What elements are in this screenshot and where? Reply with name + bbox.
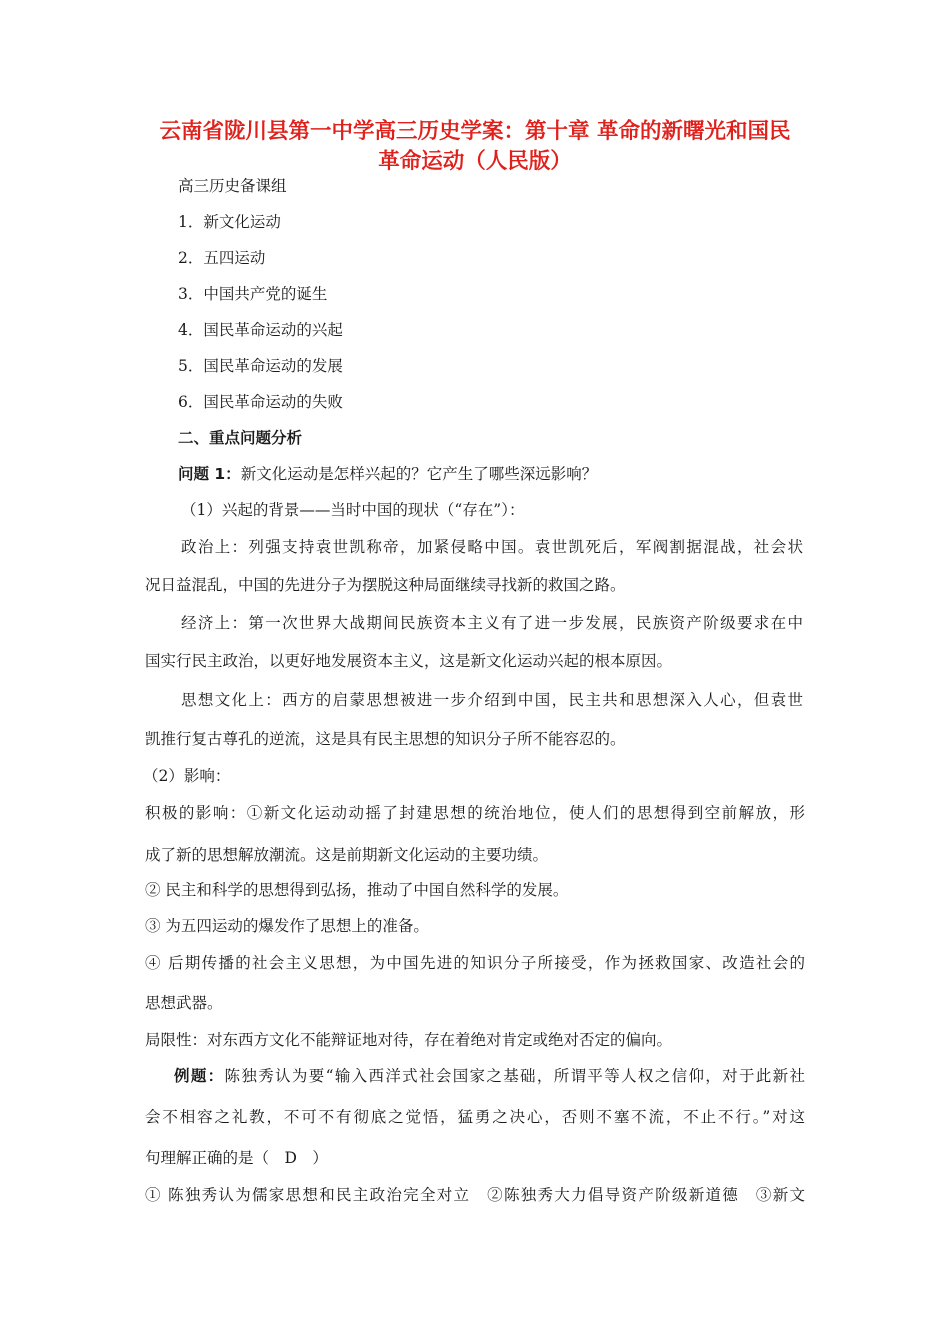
document-title-line2: 革命运动（人民版） <box>378 149 572 174</box>
outline-item-1: 1．新文化运动 <box>178 213 281 231</box>
economy-line-1: 经济上：第一次世界大战期间民族资本主义有了进一步发展，民族资产阶级要求在中 <box>181 614 803 632</box>
example-line-2: 会不相容之礼教，不可不有彻底之觉悟，猛勇之决心，否则不塞不流，不止不行。”对这 <box>145 1108 805 1126</box>
influence-positive-line-1: 积极的影响：①新文化运动动摇了封建思想的统治地位，使人们的思想得到空前解放，形 <box>145 804 805 822</box>
question-label: 问题 1： <box>178 465 241 483</box>
example-text-1: 陈独秀认为要“输入西洋式社会国家之基础，所谓平等人权之信仰，对于此新社 <box>224 1067 805 1085</box>
document-title <box>120 117 830 177</box>
example-options-line: ① 陈独秀认为儒家思想和民主政治完全对立 ②陈独秀大力倡导资产阶级新道德 ③新文 <box>145 1186 805 1204</box>
author-line: 高三历史备课组 <box>178 177 287 195</box>
influence-heading: （2）影响： <box>143 767 231 785</box>
question-1 <box>178 463 843 485</box>
limitation-line: 局限性：对东西方文化不能辩证地对待，存在着绝对肯定或绝对否定的偏向。 <box>145 1031 673 1049</box>
culture-line-1: 思想文化上：西方的启蒙思想被进一步介绍到中国，民主共和思想深入人心，但袁世 <box>181 691 803 709</box>
influence-positive-line-2: 成了新的思想解放潮流。这是前期新文化运动的主要功绩。 <box>145 846 549 864</box>
influence-item-4-line-2: 思想武器。 <box>145 994 223 1012</box>
outline-item-3: 3．中国共产党的诞生 <box>178 285 328 303</box>
politics-line-2: 况日益混乱，中国的先进分子为摆脱这种局面继续寻找新的救国之路。 <box>145 576 626 594</box>
background-heading: （1）兴起的背景——当时中国的现状（“存在”）： <box>181 501 525 519</box>
influence-item-4-line-1: ④ 后期传播的社会主义思想，为中国先进的知识分子所接受，作为拯救国家、改造社会的 <box>145 954 805 972</box>
example-label: 例题： <box>174 1067 225 1085</box>
document-title-line1: 云南省陇川县第一中学高三历史学案：第十章 革命的新曙光和国民 <box>159 119 791 144</box>
outline-item-6: 6．国民革命运动的失败 <box>178 393 343 411</box>
influence-item-2: ② 民主和科学的思想得到弘扬，推动了中国自然科学的发展。 <box>145 881 569 899</box>
example-line-1 <box>174 1065 805 1087</box>
politics-line-1: 政治上：列强支持袁世凯称帝，加紧侵略中国。袁世凯死后，军阀割据混战，社会状 <box>181 538 803 556</box>
example-line-3: 句理解正确的是（ D ） <box>145 1149 328 1167</box>
economy-line-2: 国实行民主政治，以更好地发展资本主义，这是新文化运动兴起的根本原因。 <box>145 652 673 670</box>
culture-line-2: 凯推行复古尊孔的逆流，这是具有民主思想的知识分子所不能容忍的。 <box>145 730 626 748</box>
influence-item-3: ③ 为五四运动的爆发作了思想上的准备。 <box>145 917 429 935</box>
outline-item-4: 4．国民革命运动的兴起 <box>178 321 343 339</box>
outline-item-5: 5．国民革命运动的发展 <box>178 357 343 375</box>
question-text: 新文化运动是怎样兴起的？它产生了哪些深远影响？ <box>240 465 598 483</box>
section-heading: 二、重点问题分析 <box>178 429 303 447</box>
outline-item-2: 2．五四运动 <box>178 249 266 267</box>
